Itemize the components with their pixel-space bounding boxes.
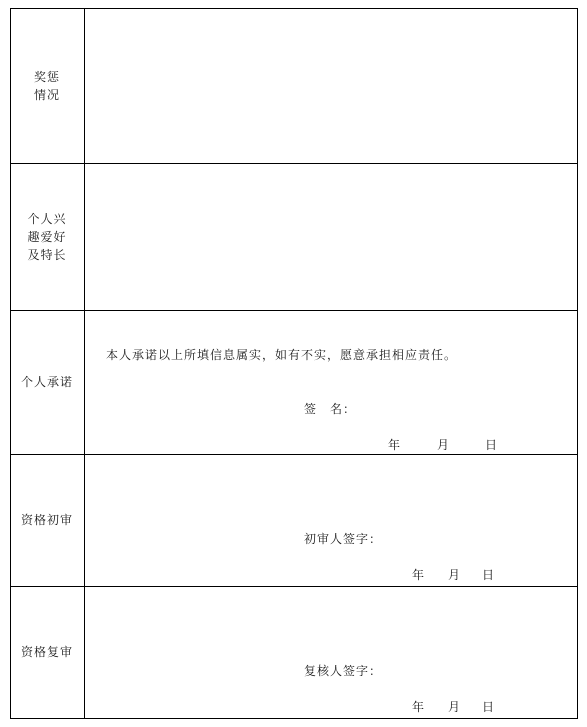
row-divider (10, 454, 578, 455)
initial-review-signature-label: 初审人签字： (304, 532, 383, 546)
initial-review-date-year: 年 (412, 568, 426, 582)
label-rewards-punishments (10, 8, 84, 163)
promise-date-month: 月 (437, 438, 451, 452)
label-line: 资格复审 (20, 645, 73, 659)
label-line: 奖惩 (33, 69, 60, 84)
table-border-top (10, 8, 578, 9)
label-initial-review (10, 454, 84, 586)
label-line: 趣爱好 (27, 229, 67, 244)
table-border-bottom (10, 718, 578, 719)
table-border-right (577, 8, 578, 719)
label-final-review (10, 586, 84, 718)
promise-date-year: 年 (388, 438, 402, 452)
table-column-divider (84, 8, 85, 719)
label-line: 及特长 (27, 247, 67, 262)
row-divider (10, 310, 578, 311)
promise-signature-label: 签 名： (304, 402, 357, 416)
promise-date-day: 日 (485, 438, 499, 452)
row-divider (10, 163, 578, 164)
final-review-date-day: 日 (482, 700, 496, 714)
registration-form-table (10, 8, 578, 719)
label-line: 情况 (33, 87, 60, 102)
label-line: 资格初审 (20, 513, 73, 527)
label-line: 个人兴 (27, 211, 67, 226)
final-review-date-month: 月 (448, 700, 462, 714)
row-divider (10, 586, 578, 587)
label-line: 个人承诺 (20, 375, 73, 389)
label-personal-promise (10, 310, 84, 454)
final-review-date-year: 年 (412, 700, 426, 714)
final-review-signature-label: 复核人签字： (304, 664, 383, 678)
promise-statement: 本人承诺以上所填信息属实，如有不实，愿意承担相应责任。 (106, 348, 458, 362)
initial-review-date-day: 日 (482, 568, 496, 582)
initial-review-date-month: 月 (448, 568, 462, 582)
label-hobbies-specialties (10, 163, 84, 310)
